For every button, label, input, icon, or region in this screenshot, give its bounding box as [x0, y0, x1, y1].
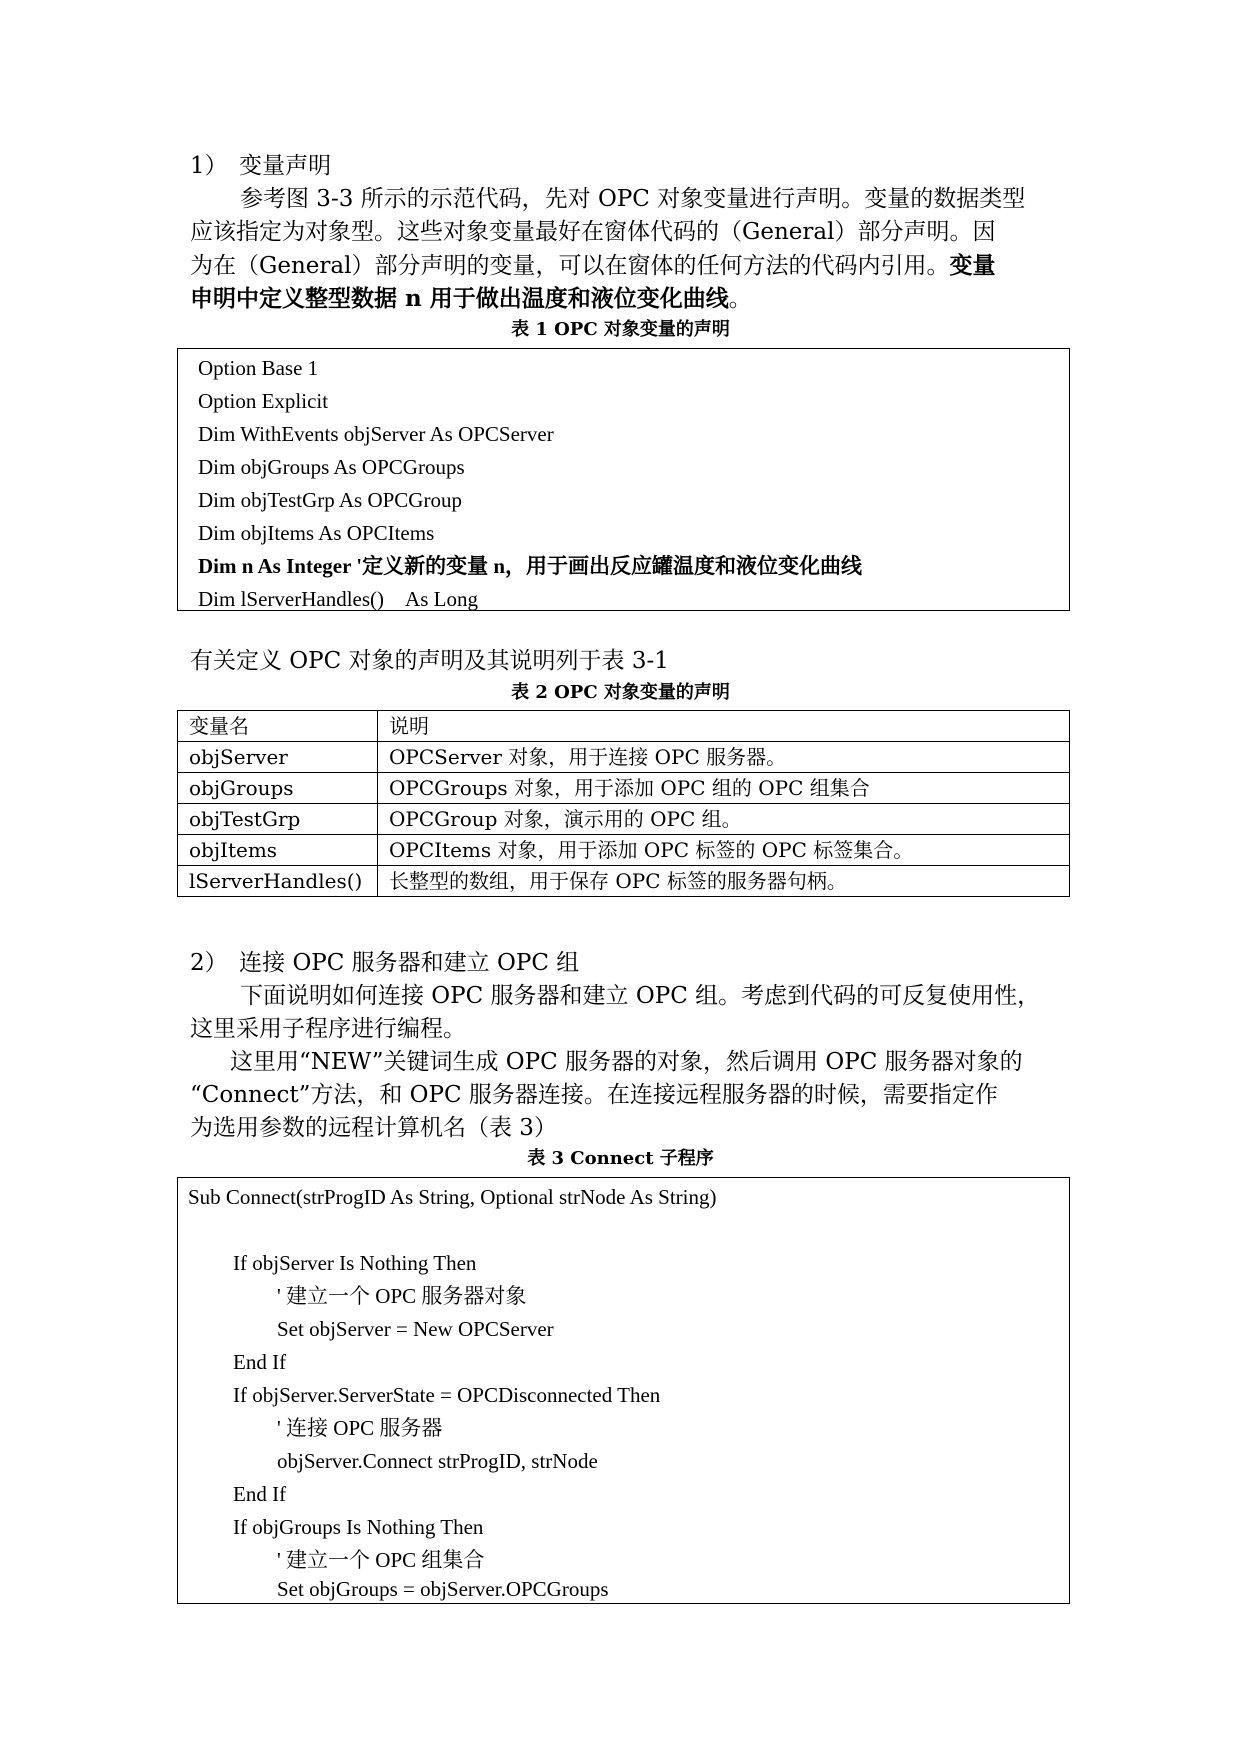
- section2-line: 为选用参数的远程计算机名（表 3）: [190, 1115, 557, 1141]
- table3-code-box: [177, 1177, 1070, 1604]
- table-row: [178, 866, 1070, 897]
- section2-line: 这里采用子程序进行编程。: [190, 1016, 466, 1042]
- var-desc-cell: OPCGroups 对象，用于添加 OPC 组的 OPC 组集合: [378, 773, 1070, 804]
- code-line: If objServer.ServerState = OPCDisconnected Then: [233, 1383, 661, 1407]
- table2-intro: 有关定义 OPC 对象的声明及其说明列于表 3-1: [190, 648, 669, 674]
- code-line: Set objServer = New OPCServer: [277, 1317, 554, 1341]
- table-row: [178, 773, 1070, 804]
- section1-heading: 1） 变量声明: [190, 153, 332, 179]
- code-comment: ' 连接 OPC 服务器: [277, 1416, 443, 1440]
- table-row: [178, 835, 1070, 866]
- code-line: If objGroups Is Nothing Then: [233, 1515, 484, 1539]
- code-line: Dim objGroups As OPCGroups: [198, 455, 465, 479]
- var-name-cell: objItems: [178, 835, 378, 866]
- table-row: [178, 804, 1070, 835]
- header-cell: 说明: [378, 711, 1070, 742]
- var-desc-cell: 长整型的数组，用于保存 OPC 标签的服务器句柄。: [378, 866, 1070, 897]
- section1-para-line: [190, 249, 1070, 283]
- table3-caption: 表 3 Connect 子程序: [527, 1148, 714, 1169]
- header-cell: 变量名: [178, 711, 378, 742]
- table-row: [178, 742, 1070, 773]
- code-line: Dim objTestGrp As OPCGroup: [198, 488, 462, 512]
- var-desc-cell: OPCGroup 对象，演示用的 OPC 组。: [378, 804, 1070, 835]
- section2-line: “Connect”方法，和 OPC 服务器连接。在连接远程服务器的时候，需要指定作: [190, 1082, 998, 1108]
- variables-table: [177, 710, 1070, 897]
- var-name-cell: objTestGrp: [178, 804, 378, 835]
- code-line: Set objGroups = objServer.OPCGroups: [277, 1577, 609, 1601]
- code-line: Option Explicit: [198, 389, 329, 413]
- section2-line: 这里用“NEW”关键词生成 OPC 服务器的对象，然后调用 OPC 服务器对象的: [230, 1049, 1023, 1075]
- section1-para-line: 应该指定为对象型。这些对象变量最好在窗体代码的（General）部分声明。因: [190, 219, 996, 245]
- code-comment: ' 建立一个 OPC 服务器对象: [277, 1284, 527, 1308]
- code-line: Dim WithEvents objServer As OPCServer: [198, 422, 554, 446]
- code-line: End If: [233, 1350, 287, 1374]
- var-name-cell: objGroups: [178, 773, 378, 804]
- table1-caption: 表 1 OPC 对象变量的声明: [511, 319, 730, 340]
- para-bold-text: 申明中定义整型数据 n 用于做出温度和液位变化曲线: [190, 285, 729, 312]
- code-comment: ' 建立一个 OPC 组集合: [277, 1548, 485, 1572]
- table2-caption: 表 2 OPC 对象变量的声明: [511, 682, 730, 703]
- code-line-bold: Dim n As Integer '定义新的变量 n，用于画出反应罐温度和液位变化曲线: [198, 554, 863, 578]
- code-line: Sub Connect(strProgID As String, Optional strNode As String): [188, 1185, 717, 1209]
- code-line: If objServer Is Nothing Then: [233, 1251, 477, 1275]
- para-text: 为在（General）部分声明的变量，可以在窗体的任何方法的代码内引用。: [190, 253, 950, 279]
- var-name-cell: objServer: [178, 742, 378, 773]
- para-text: 。: [728, 286, 752, 312]
- code-line: Dim lServerHandles() As Long: [198, 587, 478, 611]
- table1-code-box: [177, 348, 1070, 611]
- section1-para-line: 参考图 3-3 所示的示范代码，先对 OPC 对象变量进行声明。变量的数据类型: [240, 186, 1026, 212]
- var-name-cell: lServerHandles(): [178, 866, 378, 897]
- code-line: End If: [233, 1482, 287, 1506]
- code-line: Dim objItems As OPCItems: [198, 521, 435, 545]
- para-bold-text: 变量: [949, 252, 996, 279]
- code-line: Option Base 1: [198, 356, 319, 380]
- section2-heading: 2） 连接 OPC 服务器和建立 OPC 组: [190, 950, 580, 976]
- section1-bold-line: [190, 282, 1070, 316]
- code-line: objServer.Connect strProgID, strNode: [277, 1449, 598, 1473]
- var-desc-cell: OPCServer 对象，用于连接 OPC 服务器。: [378, 742, 1070, 773]
- table-header-row: [178, 711, 1070, 742]
- section2-line: 下面说明如何连接 OPC 服务器和建立 OPC 组。考虑到代码的可反复使用性，: [240, 983, 1041, 1009]
- var-desc-cell: OPCItems 对象，用于添加 OPC 标签的 OPC 标签集合。: [378, 835, 1070, 866]
